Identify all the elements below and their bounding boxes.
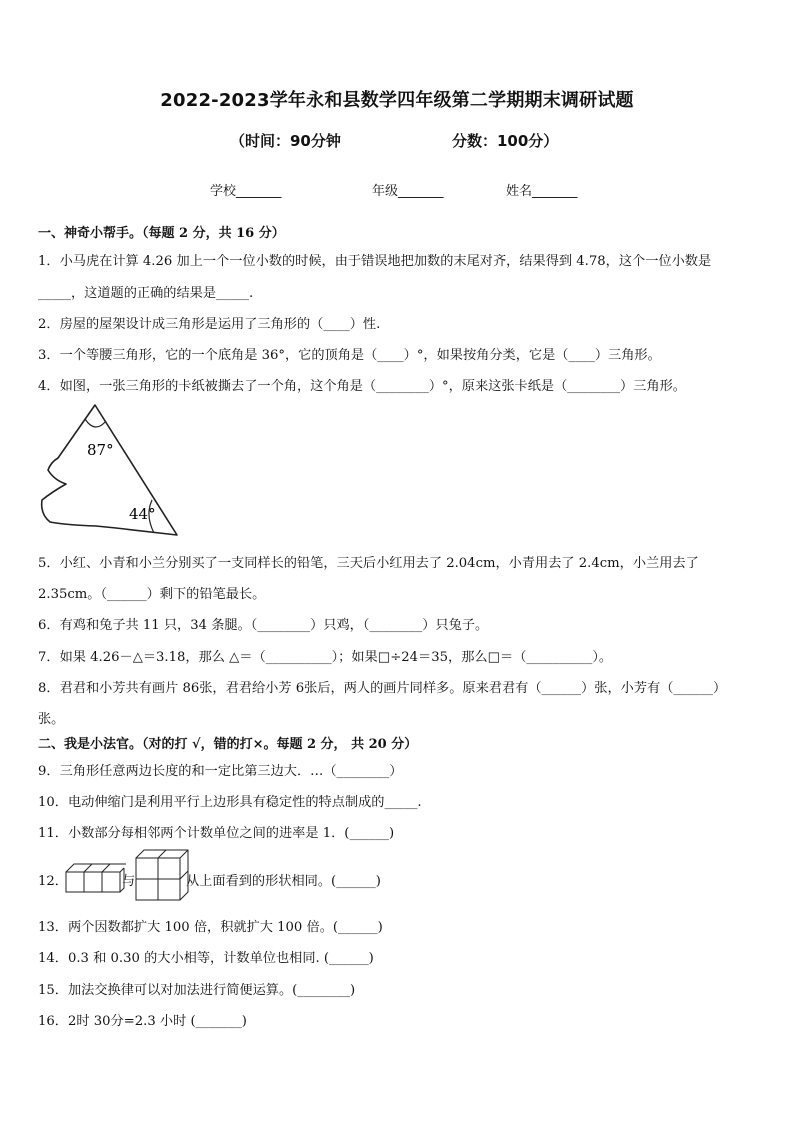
angle-87-label: 87°	[87, 441, 114, 459]
question-8-line-1: 8．君君和小芳共有画片 86张，君君给小芳 6张后，两人的画片同样多。原来君君有（______）张，小芳有（______）	[38, 681, 727, 696]
question-3: 3．一个等腰三角形，它的一个底角是 36°，它的顶角是（____）°，如果按角分类，它是（____）三角形。	[38, 348, 661, 363]
question-4: 4．如图，一张三角形的卡纸被撕去了一个角，这个角是（________）°，原来这张卡纸是（________）三角形。	[38, 379, 686, 394]
page-title: 2022-2023学年永和县数学四年级第二学期期末调研试题	[160, 90, 634, 111]
question-12-with: 与	[122, 874, 136, 889]
name-field: 姓名_______	[506, 184, 578, 199]
exam-time: （时间：90分钟	[230, 132, 341, 150]
cube-stack-figure	[134, 848, 190, 904]
school-field: 学校_______	[210, 184, 282, 199]
question-5-line-2: 2.35cm。（______）剩下的铅笔最长。	[38, 587, 266, 602]
question-2: 2．房屋的屋架设计成三角形是运用了三角形的（____）性.	[38, 317, 381, 332]
question-12-text: 从上面看到的形状相同。(______)	[186, 874, 381, 889]
question-14: 14．0.3 和 0.30 的大小相等，计数单位也相同. (______)	[38, 951, 374, 966]
question-10: 10．电动伸缩门是利用平行上边形具有稳定性的特点制成的_____.	[38, 795, 422, 810]
question-11: 11．小数部分每相邻两个计数单位之间的进率是 1．(______)	[38, 826, 395, 841]
question-9: 9．三角形任意两边长度的和一定比第三边大．…（________）	[38, 764, 403, 779]
question-12-number: 12．	[38, 874, 68, 889]
angle-44-label: 44°	[129, 505, 156, 523]
question-7: 7．如果 4.26－△＝3.18，那么 △＝（__________）；如果□÷24＝35，那么□＝（__________）。	[38, 650, 613, 665]
question-6: 6．有鸡和兔子共 11 只，34 条腿。（________）只鸡，（________）只兔子。	[38, 618, 489, 633]
question-5-line-1: 5．小红、小青和小兰分别买了一支同样长的铅笔，三天后小红用去了 2.04cm，小青用去了 2.4cm，小兰用去了	[38, 556, 699, 571]
question-1-line-2: _____，这道题的正确的结果是_____.	[38, 286, 254, 301]
torn-triangle-figure	[36, 402, 186, 542]
question-1-line-1: 1．小马虎在计算 4.26 加上一个一位小数的时候，由于错误地把加数的末尾对齐，结果得到 4.78，这个一位小数是	[38, 254, 712, 269]
cube-row-figure	[64, 858, 126, 896]
section-heading-1: 一、神奇小帮手。（每题 2 分，共 16 分）	[38, 226, 285, 241]
question-13: 13．两个因数都扩大 100 倍，积就扩大 100 倍。(______)	[38, 920, 383, 935]
section-heading-2: 二、我是小法官。（对的打 √，错的打×。每题 2 分， 共 20 分）	[38, 737, 418, 752]
question-16: 16．2时 30分=2.3 小时 (_______)	[38, 1014, 247, 1029]
question-15: 15．加法交换律可以对加法进行简便运算。(________)	[38, 983, 356, 998]
grade-field: 年级_______	[372, 184, 444, 199]
exam-score: 分数：100分）	[452, 132, 559, 150]
question-8-line-2: 张。	[38, 712, 65, 727]
